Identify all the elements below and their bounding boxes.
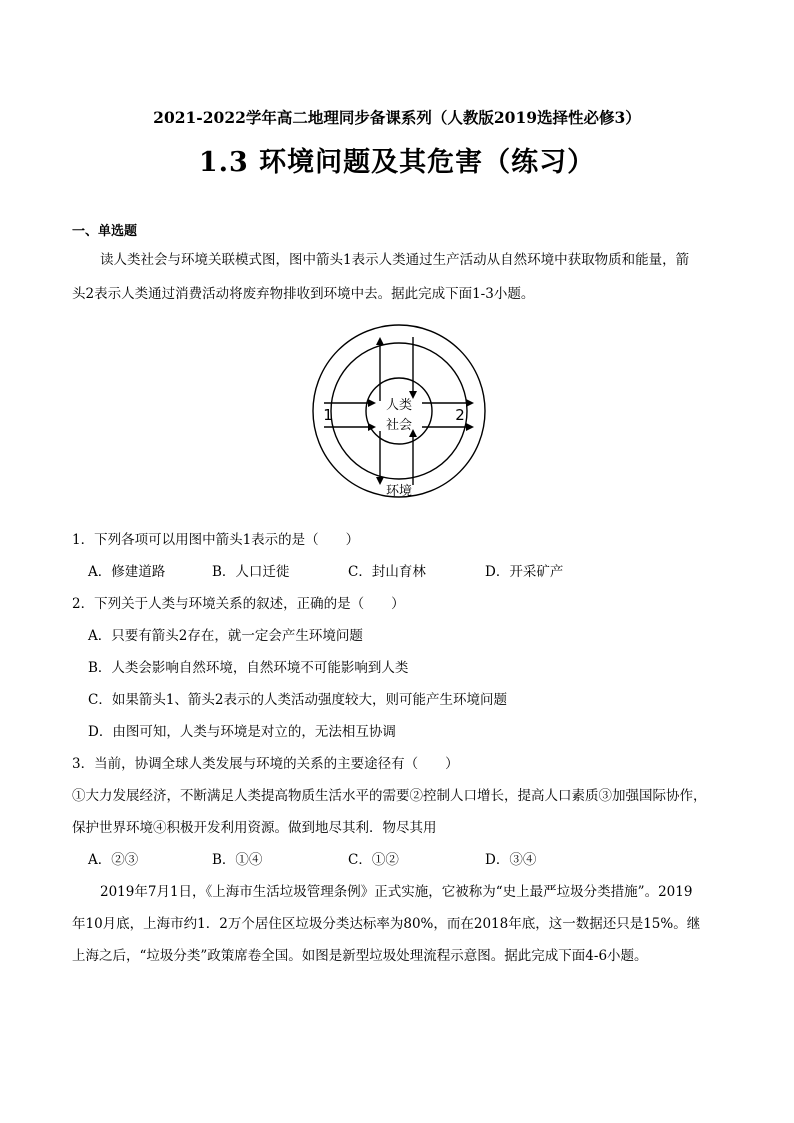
q3-option-b: B．①④ [212, 852, 263, 868]
q1-option-d: D．开采矿产 [485, 564, 564, 580]
q3-option-a: A．②③ [88, 852, 139, 868]
q1-option-a: A．修建道路 [88, 564, 166, 580]
q3-options [88, 848, 536, 868]
label-arrow-1: 1 [323, 406, 333, 424]
q2-option-a: A．只要有箭头2存在，就一定会产生环境问题 [88, 628, 363, 644]
q2-option-d: D．由图可知，人类与环境是对立的，无法相互协调 [88, 724, 396, 740]
page-title: 1.3 环境问题及其危害（练习） [198, 147, 596, 178]
label-human: 人类 [385, 398, 413, 413]
q1-options [88, 560, 563, 580]
q3-stem: 3．当前，协调全球人类发展与环境的关系的主要途径有（ ） [72, 756, 459, 772]
intro2-line3: 上海之后，“垃圾分类”政策席卷全国。如图是新型垃圾处理流程示意图。据此完成下面4-6小题。 [72, 948, 648, 964]
label-arrow-2: 2 [455, 406, 465, 424]
q1-stem: 1．下列各项可以用图中箭头1表示的是（ ） [72, 532, 360, 548]
label-environment: 环境 [385, 484, 413, 499]
human-environment-diagram [304, 323, 494, 503]
series-header: 2021-2022学年高二地理同步备课系列（人教版2019选择性必修3） [153, 108, 641, 127]
q1-option-c: C．封山育林 [348, 564, 426, 580]
q3-option-d: D．③④ [485, 852, 537, 868]
intro2-line1: 2019年7月1日，《上海市生活垃圾管理条例》正式实施，它被称为“史上最严垃圾分类措施”。2019 [100, 884, 693, 900]
section-heading: 一、单选题 [72, 224, 138, 239]
intro1-line1: 读人类社会与环境关联模式图，图中箭头1表示人类通过生产活动从自然环境中获取物质和能量，箭 [100, 252, 690, 268]
label-society: 社会 [385, 418, 413, 433]
intro1-line2: 头2表示人类通过消费活动将废弃物排收到环境中去。据此完成下面1-3小题。 [72, 286, 535, 302]
q2-option-c: C．如果箭头1、箭头2表示的人类活动强度较大，则可能产生环境问题 [88, 692, 508, 708]
q3-body-line1: ①大力发展经济，不断满足人类提高物质生活水平的需要②控制人口增长，提高人口素质③加强国际协作， [72, 788, 707, 804]
intro2-line2: 年10月底，上海市约1．2万个居住区垃圾分类达标率为80%，而在2018年底，这一数据还只是15%。继 [72, 916, 701, 932]
q1-option-b: B．人口迁徙 [212, 564, 290, 580]
q2-stem: 2．下列关于人类与环境关系的叙述，正确的是（ ） [72, 596, 405, 612]
q3-option-c: C．①② [348, 852, 399, 868]
q2-option-b: B．人类会影响自然环境，自然环境不可能影响到人类 [88, 660, 409, 676]
q3-body-line2: 保护世界环境④积极开发利用资源。做到地尽其利．物尽其用 [72, 820, 437, 836]
